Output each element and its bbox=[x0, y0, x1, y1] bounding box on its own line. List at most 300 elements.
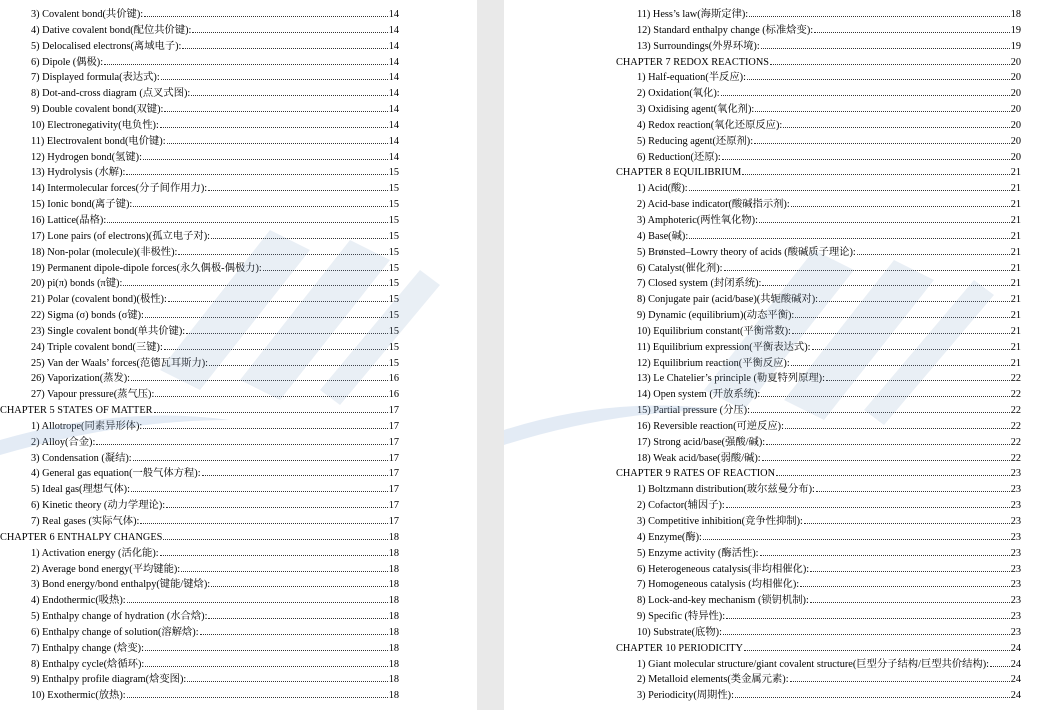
toc-entry-label: CHAPTER 10 PERIODICITY bbox=[616, 642, 743, 654]
toc-entry-label: 22) Sigma (σ) bonds (σ键): bbox=[31, 310, 144, 322]
toc-entry[interactable] bbox=[504, 197, 1021, 213]
toc-page-number: 15 bbox=[388, 199, 399, 211]
toc-page-number: 20 bbox=[1010, 151, 1021, 163]
toc-page-number: 18 bbox=[1010, 9, 1021, 20]
toc-leader-dots bbox=[191, 95, 387, 96]
toc-page-number: 23 bbox=[1010, 626, 1021, 638]
toc-leader-dots bbox=[187, 681, 387, 682]
toc-entry-label: 14) Open system (开放系统): bbox=[637, 389, 761, 401]
toc-entry[interactable] bbox=[0, 371, 399, 387]
toc-chapter-heading[interactable] bbox=[504, 641, 1021, 657]
toc-entry-label: 1) Acid(酸): bbox=[637, 183, 688, 195]
toc-entry[interactable] bbox=[504, 292, 1021, 308]
toc-entry-label: 2) Average bond energy(平均键能): bbox=[31, 563, 181, 575]
toc-entry-label: 13) Hydrolysis (水解): bbox=[31, 167, 126, 179]
toc-entry[interactable] bbox=[0, 435, 399, 451]
toc-entry[interactable] bbox=[0, 609, 399, 625]
toc-entry[interactable] bbox=[0, 672, 399, 688]
toc-page-number: 21 bbox=[1010, 341, 1021, 353]
toc-chapter-heading[interactable] bbox=[504, 466, 1021, 482]
toc-entry[interactable] bbox=[504, 70, 1021, 86]
toc-entry[interactable] bbox=[0, 102, 399, 118]
toc-entry[interactable] bbox=[0, 70, 399, 86]
toc-page-number: 15 bbox=[388, 357, 399, 369]
toc-page-number: 15 bbox=[388, 341, 399, 353]
toc-leader-dots bbox=[804, 523, 1010, 524]
toc-page-number: 21 bbox=[1010, 167, 1021, 179]
toc-entry-label: 7) Real gases (实际气体): bbox=[31, 516, 140, 527]
toc-entry[interactable] bbox=[504, 562, 1021, 578]
toc-entry-label: 26) Vaporization(蒸发): bbox=[31, 373, 131, 385]
toc-leader-dots bbox=[795, 317, 1009, 318]
toc-entry-label: 7) Closed system (封闭系统): bbox=[637, 278, 762, 290]
toc-entry-label: 6) Enthalpy change of solution(溶解焓): bbox=[31, 626, 199, 638]
toc-page-number: 22 bbox=[1010, 373, 1021, 385]
toc-page-number: 23 bbox=[1010, 516, 1021, 527]
toc-entry[interactable] bbox=[504, 39, 1021, 55]
toc-entry[interactable] bbox=[0, 245, 399, 261]
toc-entry-label: 6) Reduction(还原): bbox=[637, 151, 721, 163]
toc-entry-label: 5) Reducing agent(还原剂): bbox=[637, 135, 754, 147]
toc-leader-dots bbox=[154, 412, 388, 413]
toc-entry[interactable] bbox=[0, 482, 399, 498]
toc-page-number: 21 bbox=[1010, 214, 1021, 226]
toc-leader-dots bbox=[810, 571, 1010, 572]
toc-page-number: 23 bbox=[1010, 484, 1021, 496]
toc-entry[interactable] bbox=[0, 593, 399, 609]
toc-leader-dots bbox=[776, 475, 1010, 476]
toc-entry[interactable] bbox=[0, 657, 399, 673]
toc-entry[interactable] bbox=[504, 102, 1021, 118]
toc-leader-dots bbox=[742, 174, 1009, 175]
toc-entry-label: 25) Van der Waals’ forces(范德瓦耳斯力): bbox=[31, 357, 209, 369]
toc-page-number: 23 bbox=[1010, 468, 1021, 480]
toc-page-number: 22 bbox=[1010, 452, 1021, 464]
toc-entry-label: 6) Catalyst(催化剂): bbox=[637, 262, 723, 274]
toc-page-number: 14 bbox=[388, 88, 399, 100]
toc-entry[interactable] bbox=[0, 7, 399, 23]
toc-leader-dots bbox=[144, 16, 388, 17]
document-page-left bbox=[0, 0, 477, 710]
toc-entry-label: 7) Homogeneous catalysis (均相催化): bbox=[637, 579, 800, 591]
toc-leader-dots bbox=[816, 491, 1010, 492]
toc-entry[interactable] bbox=[0, 419, 399, 435]
toc-entry[interactable] bbox=[0, 276, 399, 292]
toc-entry[interactable] bbox=[0, 55, 399, 71]
toc-entry-label: 14) Intermolecular forces(分子间作用力): bbox=[31, 183, 208, 195]
toc-leader-dots bbox=[766, 444, 1010, 445]
toc-entry-label: 9) Enthalpy profile diagram(焓变图): bbox=[31, 674, 187, 686]
toc-leader-dots bbox=[164, 111, 387, 112]
toc-entry[interactable] bbox=[504, 181, 1021, 197]
toc-page-number: 15 bbox=[388, 183, 399, 195]
toc-page-number: 17 bbox=[388, 436, 399, 448]
toc-entry[interactable] bbox=[504, 118, 1021, 134]
toc-entry[interactable] bbox=[0, 165, 399, 181]
toc-entry-label: 2) Metalloid elements(类金属元素): bbox=[637, 674, 789, 686]
toc-entry-label: 13) Surroundings(外界环境): bbox=[637, 40, 760, 52]
toc-page-number: 17 bbox=[388, 405, 399, 417]
toc-entry[interactable] bbox=[504, 134, 1021, 150]
toc-entry[interactable] bbox=[504, 7, 1021, 23]
toc-leader-dots bbox=[192, 32, 387, 33]
toc-leader-dots bbox=[164, 349, 388, 350]
toc-page-number: 15 bbox=[388, 214, 399, 226]
toc-entry-label: 1) Allotrope(同素异形体): bbox=[31, 420, 143, 432]
toc-entry-label: 13) Le Chatelier’s principle (勒夏特列原理): bbox=[637, 373, 825, 385]
toc-entry[interactable] bbox=[504, 498, 1021, 514]
toc-entry[interactable] bbox=[504, 451, 1021, 467]
toc-page-number: 15 bbox=[388, 167, 399, 179]
toc-page-number: 15 bbox=[388, 310, 399, 322]
toc-page-number: 18 bbox=[388, 579, 399, 591]
toc-leader-dots bbox=[140, 523, 387, 524]
toc-entry-label: 16) Reversible reaction(可逆反应): bbox=[637, 420, 784, 432]
toc-entry[interactable] bbox=[504, 387, 1021, 403]
toc-entry-label: 4) General gas equation(一般气体方程): bbox=[31, 468, 201, 480]
toc-entry[interactable] bbox=[504, 546, 1021, 562]
toc-entry-label: 18) Non-polar (molecule)(非极性): bbox=[31, 246, 178, 258]
toc-entry[interactable] bbox=[0, 356, 399, 372]
toc-page-number: 21 bbox=[1010, 294, 1021, 306]
toc-entry-label: 9) Double covalent bond(双键): bbox=[31, 104, 164, 116]
toc-leader-dots bbox=[761, 48, 1010, 49]
toc-list-left bbox=[0, 7, 399, 704]
toc-page-number: 18 bbox=[388, 595, 399, 607]
toc-leader-dots bbox=[783, 127, 1009, 128]
toc-leader-dots bbox=[770, 64, 1010, 65]
toc-leader-dots bbox=[209, 365, 388, 366]
toc-page-number: 22 bbox=[1010, 405, 1021, 417]
toc-page-number: 18 bbox=[388, 611, 399, 623]
toc-entry[interactable] bbox=[0, 261, 399, 277]
toc-entry-label: 8) Enthalpy cycle(焓循环): bbox=[31, 658, 145, 670]
toc-entry-label: 8) Dot-and-cross diagram (点叉式图): bbox=[31, 88, 191, 100]
toc-entry[interactable] bbox=[0, 181, 399, 197]
toc-page-number: 14 bbox=[388, 9, 399, 20]
toc-leader-dots bbox=[760, 555, 1010, 556]
toc-entry[interactable] bbox=[0, 229, 399, 245]
toc-leader-dots bbox=[145, 650, 388, 651]
toc-entry[interactable] bbox=[504, 23, 1021, 39]
toc-page-number: 24 bbox=[1010, 658, 1021, 670]
toc-page-number: 15 bbox=[388, 262, 399, 274]
toc-chapter-heading[interactable] bbox=[0, 403, 399, 419]
toc-page-number: 18 bbox=[388, 690, 399, 702]
toc-leader-dots bbox=[155, 396, 387, 397]
toc-entry[interactable] bbox=[0, 498, 399, 514]
toc-page-number: 23 bbox=[1010, 595, 1021, 607]
toc-leader-dots bbox=[759, 222, 1010, 223]
toc-entry[interactable] bbox=[0, 292, 399, 308]
toc-entry-label: 4) Enzyme(酶): bbox=[637, 531, 702, 543]
toc-page-number: 18 bbox=[388, 547, 399, 559]
toc-entry-label: 21) Polar (covalent bond)(极性): bbox=[31, 294, 167, 306]
toc-entry[interactable] bbox=[504, 150, 1021, 166]
toc-page-number: 17 bbox=[388, 484, 399, 496]
toc-entry[interactable] bbox=[0, 150, 399, 166]
toc-page-number: 22 bbox=[1010, 389, 1021, 401]
toc-entry-label: 7) Displayed formula(表达式): bbox=[31, 72, 160, 84]
toc-entry-label: 5) Ideal gas(理想气体): bbox=[31, 484, 130, 496]
toc-entry-label: CHAPTER 6 ENTHALPY CHANGES bbox=[0, 531, 163, 543]
document-page-right bbox=[504, 0, 1039, 710]
toc-entry[interactable] bbox=[0, 324, 399, 340]
toc-leader-dots bbox=[857, 254, 1010, 255]
toc-entry-label: 12) Standard enthalpy change (标准焓变): bbox=[637, 24, 814, 36]
toc-entry[interactable] bbox=[504, 672, 1021, 688]
toc-entry[interactable] bbox=[504, 530, 1021, 546]
toc-entry[interactable] bbox=[504, 229, 1021, 245]
toc-entry-label: 15) Ionic bond(离子键): bbox=[31, 199, 133, 211]
toc-entry-label: 5) Delocalised electrons(离域电子): bbox=[31, 40, 182, 52]
toc-page-number: 14 bbox=[388, 151, 399, 163]
toc-entry[interactable] bbox=[504, 276, 1021, 292]
toc-entry[interactable] bbox=[504, 435, 1021, 451]
toc-page-number: 21 bbox=[1010, 278, 1021, 290]
toc-entry[interactable] bbox=[0, 197, 399, 213]
toc-entry-label: 1) Boltzmann distribution(玻尔兹曼分布): bbox=[637, 484, 815, 496]
toc-leader-dots bbox=[181, 571, 388, 572]
toc-entry[interactable] bbox=[504, 261, 1021, 277]
toc-entry[interactable] bbox=[0, 514, 399, 530]
toc-leader-dots bbox=[744, 650, 1010, 651]
toc-page-number: 22 bbox=[1010, 420, 1021, 432]
toc-entry-label: 9) Specific (特异性): bbox=[637, 611, 726, 623]
toc-leader-dots bbox=[785, 428, 1010, 429]
toc-entry-label: 17) Strong acid/base(强酸/碱): bbox=[637, 436, 766, 448]
toc-entry[interactable] bbox=[0, 562, 399, 578]
toc-entry-label: 2) Acid-base indicator(酸碱指示剂): bbox=[637, 199, 790, 211]
toc-leader-dots bbox=[755, 111, 1009, 112]
toc-entry[interactable] bbox=[0, 641, 399, 657]
toc-leader-dots bbox=[168, 301, 388, 302]
toc-page-number: 17 bbox=[388, 516, 399, 527]
toc-entry-label: 10) Equilibrium constant(平衡常数): bbox=[637, 325, 791, 337]
toc-entry-label: 3) Periodicity(周期性): bbox=[637, 690, 734, 702]
page-gap bbox=[477, 0, 504, 710]
toc-page-number: 19 bbox=[1010, 24, 1021, 36]
toc-entry-label: 4) Redox reaction(氧化还原反应): bbox=[637, 119, 783, 131]
toc-page-number: 17 bbox=[388, 452, 399, 464]
toc-chapter-heading[interactable] bbox=[504, 165, 1021, 181]
toc-chapter-heading[interactable] bbox=[0, 530, 399, 546]
toc-entry-label: 4) Dative covalent bond(配位共价键): bbox=[31, 24, 192, 36]
toc-entry[interactable] bbox=[0, 451, 399, 467]
toc-leader-dots bbox=[131, 491, 388, 492]
toc-leader-dots bbox=[200, 634, 388, 635]
toc-leader-dots bbox=[161, 79, 388, 80]
toc-entry[interactable] bbox=[0, 86, 399, 102]
toc-leader-dots bbox=[143, 428, 387, 429]
toc-leader-dots bbox=[819, 301, 1010, 302]
toc-entry-label: 3) Covalent bond(共价键): bbox=[31, 9, 144, 20]
toc-entry-label: 3) Competitive inhibition(竞争性抑制): bbox=[637, 516, 803, 527]
toc-entry-label: CHAPTER 8 EQUILIBRIUM bbox=[616, 167, 742, 179]
toc-page-number: 24 bbox=[1010, 690, 1021, 702]
toc-leader-dots bbox=[104, 64, 388, 65]
toc-entry-label: 5) Enthalpy change of hydration (水合焓): bbox=[31, 611, 208, 623]
toc-entry[interactable] bbox=[0, 625, 399, 641]
toc-leader-dots bbox=[211, 586, 388, 587]
toc-page-number: 14 bbox=[388, 24, 399, 36]
toc-page-number: 21 bbox=[1010, 183, 1021, 195]
toc-entry-label: 11) Hess’s law(海斯定律): bbox=[637, 9, 749, 20]
toc-entry[interactable] bbox=[504, 625, 1021, 641]
toc-leader-dots bbox=[751, 412, 1010, 413]
toc-entry-label: CHAPTER 9 RATES OF REACTION bbox=[616, 468, 776, 480]
toc-page-number: 17 bbox=[388, 500, 399, 512]
toc-leader-dots bbox=[990, 666, 1010, 667]
toc-entry-label: 3) Condensation (凝结): bbox=[31, 452, 132, 464]
toc-page-number: 14 bbox=[388, 119, 399, 131]
toc-entry-label: 3) Oxidising agent(氧化剂): bbox=[637, 104, 755, 116]
toc-entry-label: 7) Enthalpy change (焓变): bbox=[31, 642, 144, 654]
toc-entry-label: 6) Kinetic theory (动力学理论): bbox=[31, 500, 166, 512]
toc-leader-dots bbox=[721, 95, 1010, 96]
toc-entry-label: 24) Triple covalent bond(三键): bbox=[31, 341, 163, 353]
toc-page-number: 16 bbox=[388, 373, 399, 385]
toc-leader-dots bbox=[800, 586, 1010, 587]
toc-page-number: 19 bbox=[1010, 40, 1021, 52]
toc-entry-label: 12) Equilibrium reaction(平衡反应): bbox=[637, 357, 790, 369]
toc-entry[interactable] bbox=[0, 308, 399, 324]
toc-page-number: 20 bbox=[1010, 104, 1021, 116]
toc-page-number: 21 bbox=[1010, 357, 1021, 369]
toc-leader-dots bbox=[202, 475, 388, 476]
toc-entry[interactable] bbox=[0, 118, 399, 134]
toc-page-number: 21 bbox=[1010, 230, 1021, 242]
toc-entry[interactable] bbox=[0, 688, 399, 704]
toc-leader-dots bbox=[208, 618, 387, 619]
toc-leader-dots bbox=[747, 79, 1010, 80]
toc-entry-label: 23) Single covalent bond(单共价键): bbox=[31, 325, 186, 337]
toc-entry[interactable] bbox=[504, 245, 1021, 261]
toc-leader-dots bbox=[726, 507, 1010, 508]
toc-entry-label: 10) Electronegativity(电负性): bbox=[31, 119, 159, 131]
toc-entry[interactable] bbox=[504, 688, 1021, 704]
toc-entry-label: 18) Weak acid/base(弱酸/碱): bbox=[637, 452, 761, 464]
toc-entry-label: 2) Cofactor(辅因子): bbox=[637, 500, 725, 512]
toc-entry[interactable] bbox=[0, 23, 399, 39]
toc-page-number: 23 bbox=[1010, 531, 1021, 543]
toc-entry[interactable] bbox=[504, 213, 1021, 229]
toc-entry[interactable] bbox=[504, 340, 1021, 356]
toc-entry[interactable] bbox=[504, 419, 1021, 435]
toc-entry[interactable] bbox=[504, 514, 1021, 530]
toc-entry-label: 1) Half-equation(半反应): bbox=[637, 72, 746, 84]
toc-entry-label: 6) Dipole (偶极): bbox=[31, 56, 104, 68]
toc-entry-label: 2) Alloy(合金): bbox=[31, 436, 96, 448]
toc-entry[interactable] bbox=[0, 466, 399, 482]
toc-entry[interactable] bbox=[504, 593, 1021, 609]
toc-leader-dots bbox=[133, 460, 388, 461]
toc-page-number: 14 bbox=[388, 56, 399, 68]
toc-entry[interactable] bbox=[0, 387, 399, 403]
toc-entry[interactable] bbox=[504, 308, 1021, 324]
toc-leader-dots bbox=[123, 285, 387, 286]
toc-entry[interactable] bbox=[504, 356, 1021, 372]
toc-entry[interactable] bbox=[0, 134, 399, 150]
toc-entry-label: CHAPTER 7 REDOX REACTIONS bbox=[616, 56, 770, 68]
toc-entry[interactable] bbox=[0, 213, 399, 229]
toc-entry[interactable] bbox=[504, 371, 1021, 387]
toc-leader-dots bbox=[145, 666, 387, 667]
toc-entry[interactable] bbox=[504, 403, 1021, 419]
toc-page-number: 21 bbox=[1010, 199, 1021, 211]
toc-page-number: 23 bbox=[1010, 611, 1021, 623]
toc-leader-dots bbox=[131, 380, 388, 381]
toc-entry-label: 1) Activation energy (活化能): bbox=[31, 547, 159, 559]
toc-page-number: 15 bbox=[388, 230, 399, 242]
toc-leader-dots bbox=[814, 32, 1010, 33]
toc-entry[interactable] bbox=[0, 577, 399, 593]
toc-page-number: 20 bbox=[1010, 119, 1021, 131]
toc-leader-dots bbox=[126, 174, 387, 175]
toc-leader-dots bbox=[723, 634, 1010, 635]
toc-page-number: 14 bbox=[388, 135, 399, 147]
toc-page-number: 18 bbox=[388, 626, 399, 638]
toc-entry-label: 4) Endothermic(吸热): bbox=[31, 595, 126, 607]
toc-leader-dots bbox=[812, 349, 1010, 350]
toc-leader-dots bbox=[722, 159, 1010, 160]
toc-page-number: 20 bbox=[1010, 72, 1021, 84]
toc-entry[interactable] bbox=[504, 577, 1021, 593]
toc-leader-dots bbox=[735, 697, 1010, 698]
toc-entry[interactable] bbox=[0, 546, 399, 562]
toc-leader-dots bbox=[145, 317, 388, 318]
toc-entry-label: 11) Equilibrium expression(平衡表达式): bbox=[637, 341, 811, 353]
toc-entry-label: 19) Permanent dipole-dipole forces(永久偶极-偶极力): bbox=[31, 262, 262, 274]
toc-page-number: 18 bbox=[388, 642, 399, 654]
toc-entry-label: 17) Lone pairs (of electrons)(孤立电子对): bbox=[31, 230, 210, 242]
toc-leader-dots bbox=[724, 270, 1010, 271]
toc-leader-dots bbox=[726, 618, 1010, 619]
toc-entry[interactable] bbox=[504, 482, 1021, 498]
toc-page-number: 15 bbox=[388, 294, 399, 306]
toc-entry[interactable] bbox=[0, 39, 399, 55]
toc-entry-label: 9) Dynamic (equilibrium)(动态平衡): bbox=[637, 310, 795, 322]
toc-page-number: 14 bbox=[388, 104, 399, 116]
toc-entry[interactable] bbox=[504, 657, 1021, 673]
toc-leader-dots bbox=[791, 206, 1010, 207]
toc-entry[interactable] bbox=[0, 340, 399, 356]
toc-entry-label: 10) Exothermic(放热): bbox=[31, 690, 126, 702]
toc-leader-dots bbox=[96, 444, 387, 445]
toc-page-number: 23 bbox=[1010, 500, 1021, 512]
toc-page-number: 15 bbox=[388, 246, 399, 258]
toc-entry[interactable] bbox=[504, 86, 1021, 102]
toc-page-number: 21 bbox=[1010, 246, 1021, 258]
toc-leader-dots bbox=[133, 206, 387, 207]
toc-page-number: 18 bbox=[388, 531, 399, 543]
toc-leader-dots bbox=[790, 681, 1010, 682]
toc-leader-dots bbox=[182, 48, 387, 49]
toc-page-number: 14 bbox=[388, 72, 399, 84]
toc-leader-dots bbox=[127, 697, 388, 698]
toc-entry[interactable] bbox=[504, 324, 1021, 340]
toc-entry[interactable] bbox=[504, 609, 1021, 625]
toc-leader-dots bbox=[186, 333, 388, 334]
toc-page-number: 17 bbox=[388, 420, 399, 432]
toc-leader-dots bbox=[166, 507, 388, 508]
toc-leader-dots bbox=[263, 270, 388, 271]
toc-entry-label: 5) Enzyme activity (酶活性): bbox=[637, 547, 759, 559]
toc-chapter-heading[interactable] bbox=[504, 55, 1021, 71]
toc-page-number: 17 bbox=[388, 468, 399, 480]
toc-leader-dots bbox=[167, 143, 388, 144]
toc-leader-dots bbox=[160, 127, 388, 128]
